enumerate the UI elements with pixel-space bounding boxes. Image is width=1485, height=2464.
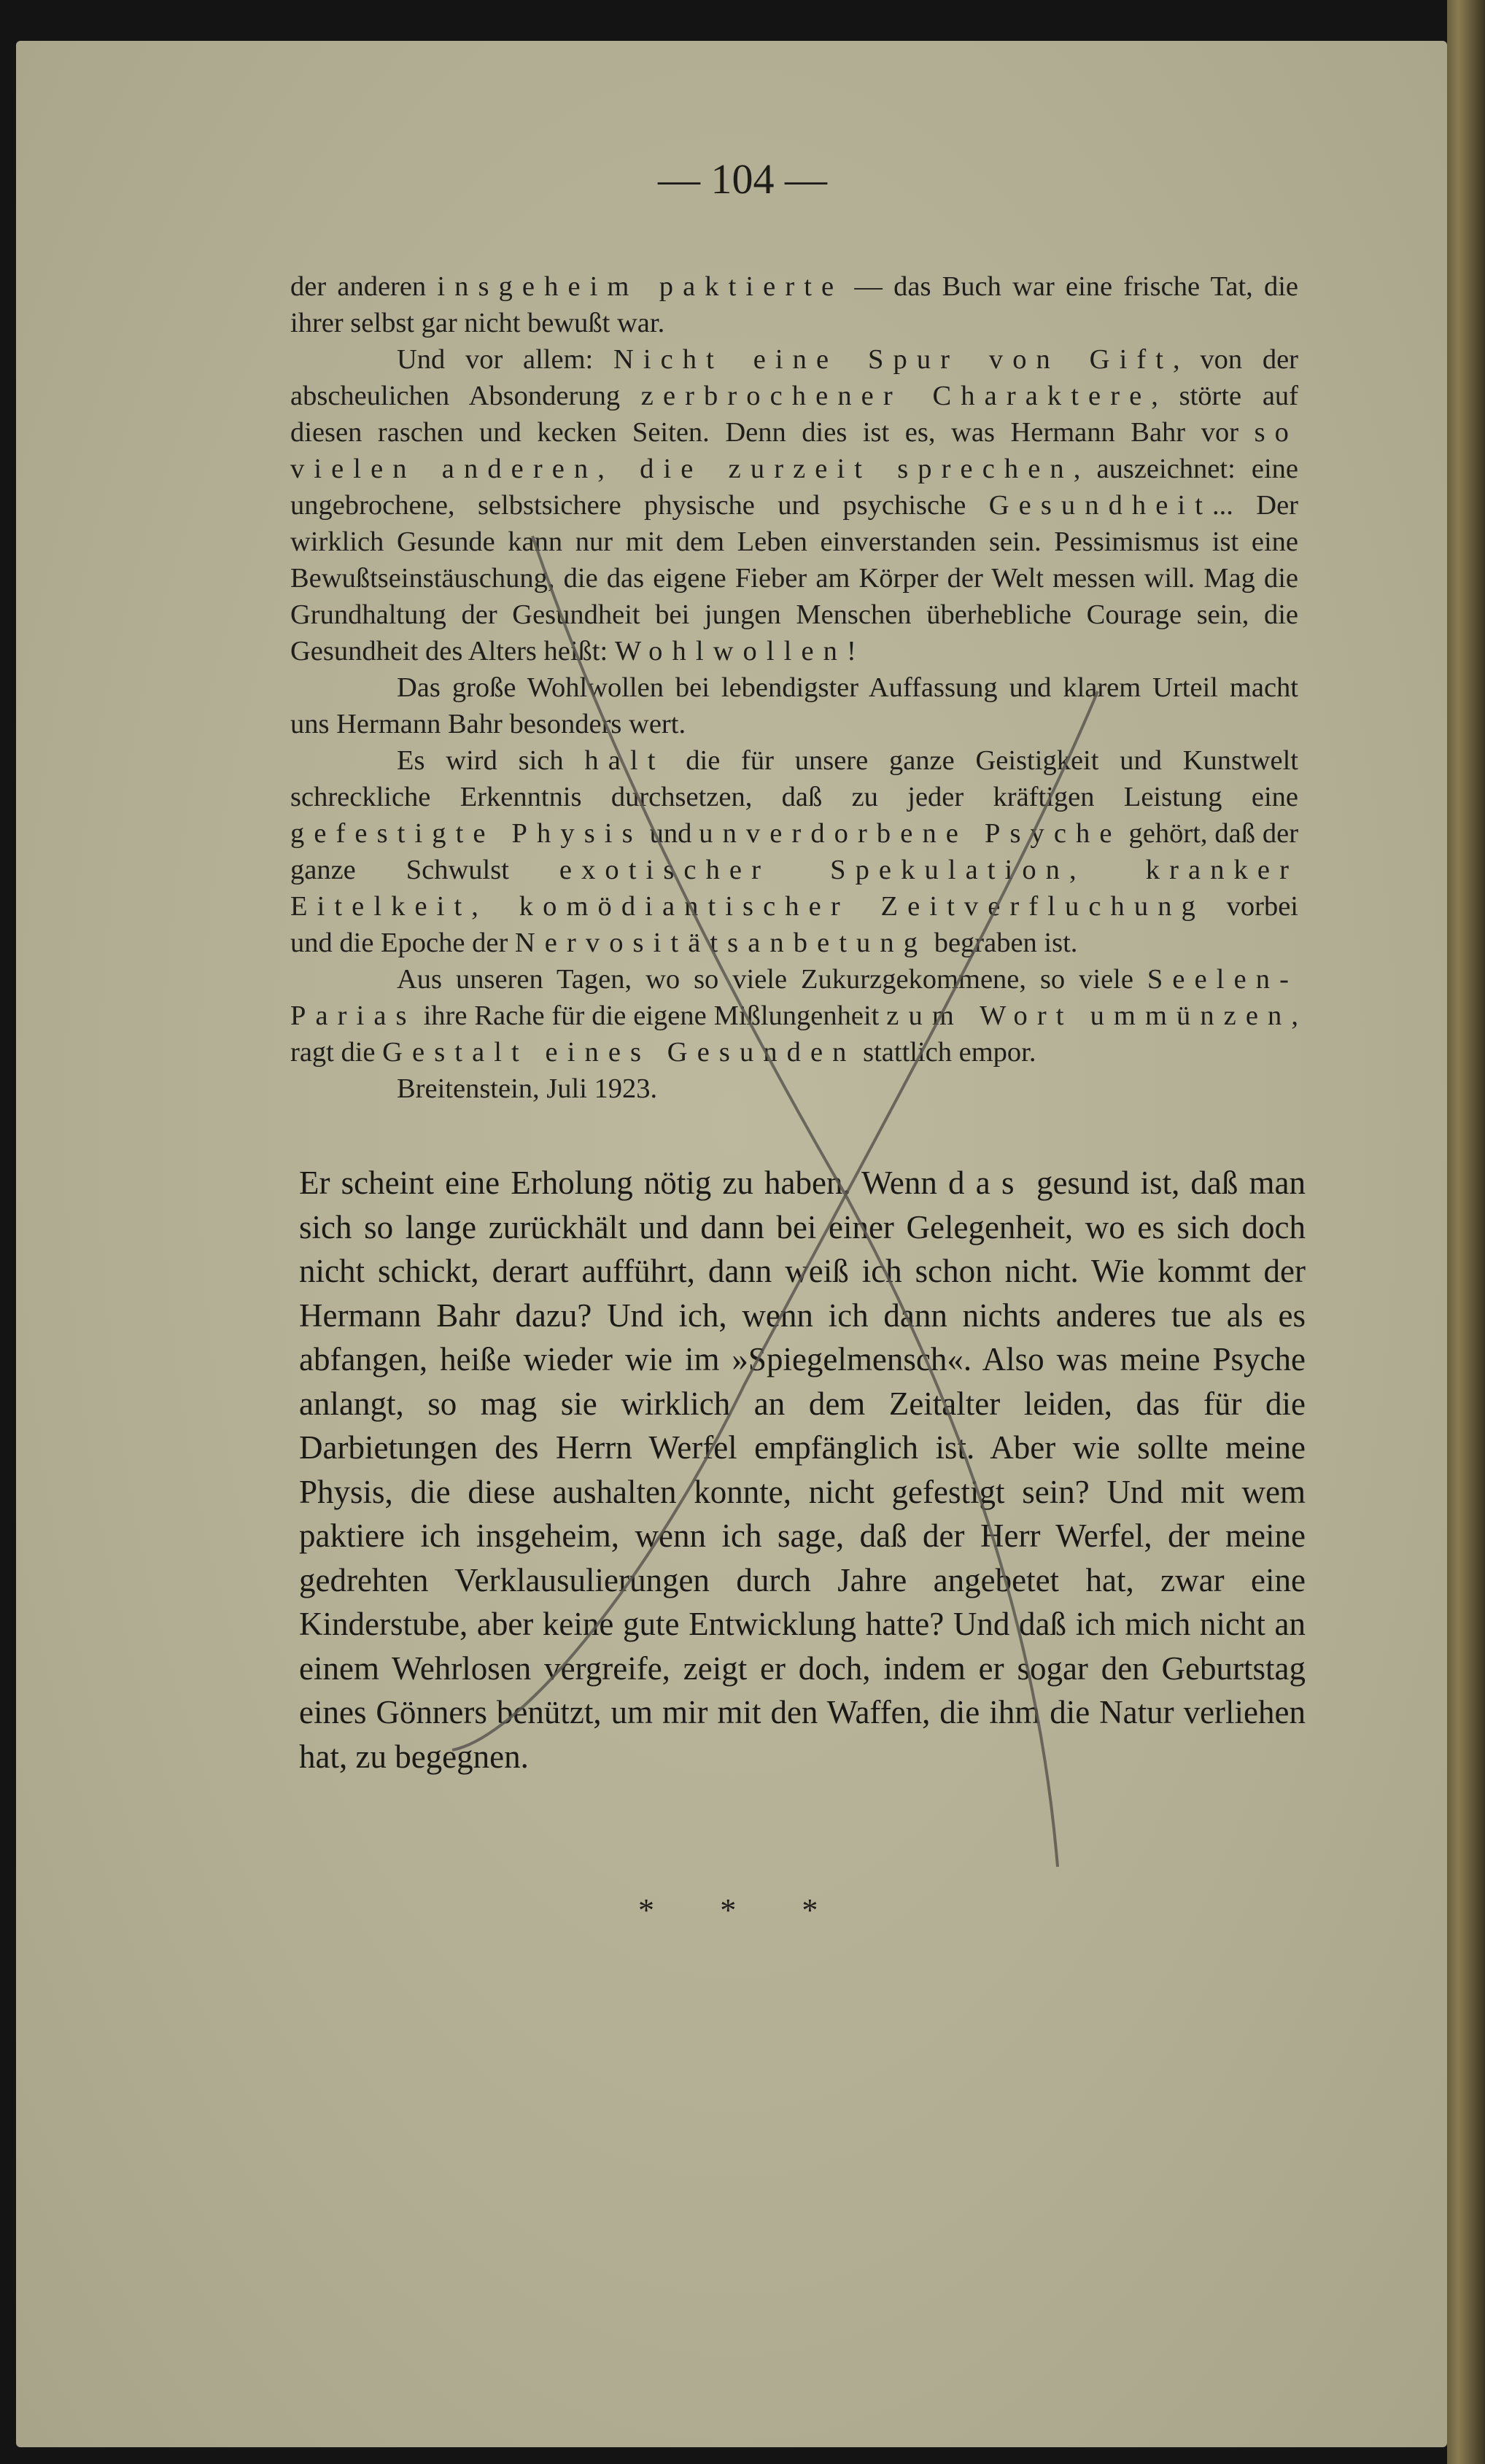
- commentary-paragraph: Er scheint eine Erholung nötig zu haben. Wenn das gesund ist, daß man sich so lange zurückhält und dann bei einer Gelegenheit, wo es sich doch nicht schickt, derart aufführt, dann weiß ich schon nicht. Wie kommt der Hermann Bahr dazu? Und ich, wenn ich dann nichts anderes tue als es abfangen, heiße wieder wie im »Spiegelmensch«. Also was meine Psyche anlangt, so mag sie wirklich an dem Zeitalter leiden, das für die Darbietungen des Herrn Werfel empfänglich ist. Aber wie sollte meine Physis, die diese aushalten konnte, nicht gefestigt sein? Und mit wem paktiere ich insgeheim, wenn ich sage, daß der Herr Werfel, der meine gedrehten Verklausulierungen durch Jahre angebetet hat, zwar eine Kinderstube, aber keine gute Entwicklung hatte? Und daß ich mich nicht an einem Wehrlosen vergreife, zeigt er doch, indem er sogar den Geburtstag eines Gönners benützt, um mir mit den Waffen, die ihm die Natur verliehen hat, zu begegnen.: [299, 1165, 1306, 1775]
- main-commentary: [299, 1161, 1306, 1779]
- quote-dateline: Breitenstein, Juli 1923.: [397, 1073, 658, 1104]
- quoted-passage: [290, 268, 1298, 1107]
- quote-paragraph-3: Das große Wohlwollen bei lebendigster Auffassung und klarem Urteil macht uns Hermann Bahr besonders wert.: [290, 672, 1298, 739]
- book-spine: [1447, 0, 1485, 2464]
- quote-paragraph-1: der anderen insgeheim paktierte — das Buch war eine frische Tat, die ihrer selbst gar nicht bewußt war.: [290, 271, 1299, 338]
- page-number: — 104 —: [658, 155, 827, 203]
- quote-paragraph-4: Es wird sich halt die für unsere ganze Geistigkeit und Kunstwelt schreckliche Erkenntnis durchsetzen, daß zu jeder kräftigen Leistung eine gefestigte Physis und unverdorbene Psyche gehört, daß der ganze Schwulst exotischer Spekulation, kranker Eitelkeit, komödiantischer Zeitverfluchung vorbei und die Epoche der Nervositätsanbetung begraben ist.: [290, 745, 1299, 958]
- section-separator-stars: * * *: [638, 1892, 847, 1928]
- quote-paragraph-2: Und vor allem: Nicht eine Spur von Gift, von der abscheulichen Absonderung zerbrochener Charaktere, störte auf diesen raschen und kecken Seiten. Denn dies ist es, was Hermann Bahr vor so vielen anderen, die zurzeit sprechen, auszeichnet: eine ungebrochene, selbstsichere physische und psychische Gesundheit... Der wirklich Gesunde kann nur mit dem Leben einverstanden sein. Pessimismus ist eine Bewußtseinstäuschung, die das eigene Fieber am Körper der Welt messen will. Mag die Grundhaltung der Gesundheit bei jungen Menschen überhebliche Courage sein, die Gesundheit des Alters heißt: Wohlwollen!: [290, 344, 1299, 666]
- quote-paragraph-5: Aus unseren Tagen, wo so viele Zukurzgekommene, so viele Seelen-Parias ihre Rache für die eigene Mißlungenheit zum Wort ummünzen, ragt die Gestalt eines Gesunden stattlich empor.: [290, 964, 1298, 1068]
